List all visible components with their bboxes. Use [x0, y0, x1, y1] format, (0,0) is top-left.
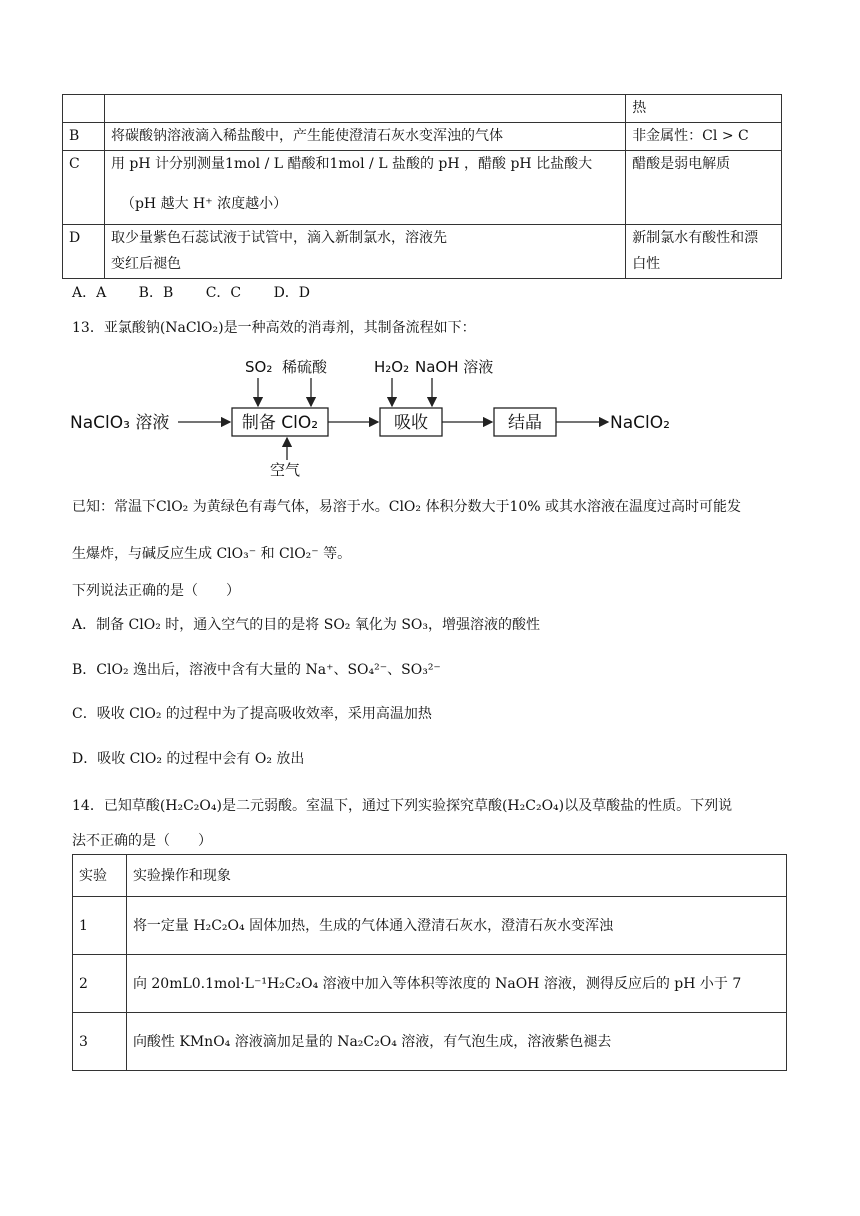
row-operation-cell — [104, 151, 625, 225]
table-row — [63, 123, 782, 151]
experiment-description: 向酸性 KMnO₄ 溶液滴加足量的 Na₂C₂O₄ 溶液，有气泡生成，溶液紫色褪去 — [126, 1013, 786, 1071]
table-row — [63, 151, 782, 225]
row-conclusion-cell — [626, 225, 782, 279]
row-letter: B — [63, 123, 105, 151]
row-conclusion: 热 — [626, 95, 782, 123]
experiment-description: 将一定量 H₂C₂O₄ 固体加热，生成的气体通入澄清石灰水，澄清石灰水变浑浊 — [126, 897, 786, 955]
row-operation: 用 pH 计分别测量1mol / L 醋酸和1mol / L 盐酸的 pH ，醋酸 pH 比盐酸大 — [110, 156, 593, 172]
flow-box-prepare-label: 制备 ClO₂ — [241, 413, 319, 433]
flow-output: NaClO₂ — [610, 413, 670, 433]
row-operation-cell — [104, 225, 625, 279]
q14-stem-line2: 法不正确的是（ ） — [72, 833, 212, 849]
flow-box1-input-so2: SO₂ — [245, 358, 273, 376]
experiment-number: 1 — [73, 897, 127, 955]
q14-experiment-table — [72, 854, 787, 1071]
row-operation: 取少量紫色石蕊试液于试管中，滴入新制氯水，溶液先 — [110, 230, 447, 246]
q14-stem-line1: 14．已知草酸(H₂C₂O₄)是二元弱酸。室温下，通过下列实验探究草酸(H₂C₂O₄)以及草酸盐的性质。下列说 — [72, 798, 733, 814]
table-row — [63, 95, 782, 123]
row-operation: 将碳酸钠溶液滴入稀盐酸中，产生能使澄清石灰水变浑浊的气体 — [104, 123, 625, 151]
row-conclusion: 非金属性：Cl > C — [626, 123, 782, 151]
q13-known-line1: 已知：常温下ClO₂ 为黄绿色有毒气体，易溶于水。ClO₂ 体积分数大于10% 或其水溶液在温度过高时可能发 — [72, 499, 742, 515]
q13-option-d: D．吸收 ClO₂ 的过程中会有 O₂ 放出 — [72, 751, 305, 767]
flow-input: NaClO₃ 溶液 — [70, 413, 170, 433]
q13-option-b: B．ClO₂ 逸出后，溶液中含有大量的 Na⁺、SO₄²⁻、SO₃²⁻ — [72, 662, 441, 678]
row-letter: C — [63, 151, 105, 225]
table-row — [73, 1013, 787, 1071]
row-conclusion: 醋酸是弱电解质 — [626, 151, 782, 225]
header-experiment: 实验 — [73, 855, 127, 897]
q12-options: A．A B．B C．C D．D — [72, 285, 311, 301]
experiment-number: 2 — [73, 955, 127, 1013]
q13-question: 下列说法正确的是（ ） — [72, 583, 240, 599]
flow-box2-input-h2o2: H₂O₂ — [374, 358, 410, 376]
flow-box-crystallize-label: 结晶 — [508, 413, 542, 433]
q13-stem: 13．亚氯酸钠(NaClO₂)是一种高效的消毒剂，其制备流程如下： — [72, 320, 476, 336]
row-letter: D — [63, 225, 105, 279]
table-row — [73, 955, 787, 1013]
flow-box1-input-acid: 稀硫酸 — [282, 358, 328, 376]
row-letter — [63, 95, 105, 123]
row-operation — [104, 95, 625, 123]
table-row — [73, 897, 787, 955]
q13-option-a: A．制备 ClO₂ 时，通入空气的目的是将 SO₂ 氧化为 SO₃，增强溶液的酸性 — [72, 617, 541, 633]
flow-box1-input-air: 空气 — [270, 461, 301, 479]
table-row — [63, 225, 782, 279]
flow-box2-input-naoh: NaOH 溶液 — [415, 358, 494, 376]
header-operation: 实验操作和现象 — [126, 855, 786, 897]
table-header-row — [73, 855, 787, 897]
row-operation-line2: （pH 越大 H⁺ 浓度越小） — [120, 196, 288, 212]
q13-known-line2: 生爆炸，与碱反应生成 ClO₃⁻ 和 ClO₂⁻ 等。 — [72, 546, 352, 562]
experiment-number: 3 — [73, 1013, 127, 1071]
q13-option-c: C．吸收 ClO₂ 的过程中为了提高吸收效率，采用高温加热 — [72, 706, 432, 722]
row-conclusion: 新制氯水有酸性和漂 — [632, 230, 759, 246]
row-conclusion-line2: 白性 — [632, 256, 661, 272]
preparation-flow-diagram — [60, 350, 720, 480]
flow-box-absorb-label: 吸收 — [394, 413, 428, 433]
experiment-description: 向 20mL0.1mol·L⁻¹H₂C₂O₄ 溶液中加入等体积等浓度的 NaOH 溶液，测得反应后的 pH 小于 7 — [126, 955, 786, 1013]
row-operation-line2: 变红后褪色 — [110, 256, 181, 272]
experiment-table-continued — [62, 94, 782, 279]
